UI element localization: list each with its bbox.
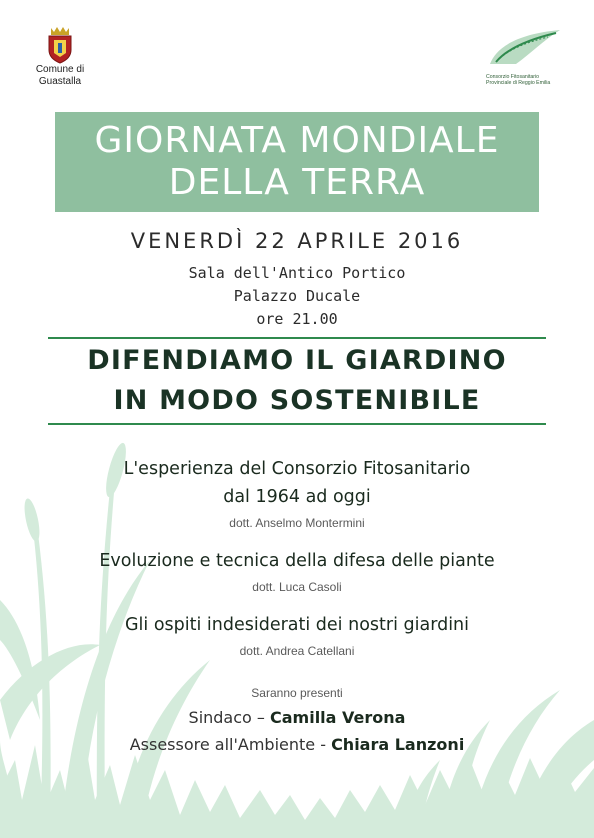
headline-line1: DIFENDIAMO IL GIARDINO — [87, 345, 507, 376]
headline-rule-top — [48, 337, 546, 339]
talk-2-title: Evoluzione e tecnica della difesa delle piante — [99, 551, 495, 571]
event-title-line2: DELLA TERRA — [168, 162, 426, 203]
event-time: ore 21.00 — [256, 310, 338, 328]
guest-1-name: Camilla Verona — [270, 708, 406, 727]
guest-1-role: Sindaco – — [188, 708, 265, 727]
consorzio-name-line2: Provinciale di Reggio Emilia — [486, 80, 551, 86]
comune-name-line2: Guastalla — [38, 76, 82, 87]
talk-1-speaker: dott. Anselmo Montermini — [229, 516, 365, 530]
event-venue: Sala dell'Antico Portico — [188, 264, 406, 282]
guest-2-name: Chiara Lanzoni — [331, 735, 465, 754]
leaf-logo-icon — [486, 28, 562, 68]
talk-3-speaker: dott. Andrea Catellani — [239, 644, 355, 658]
talk-3-title: Gli ospiti indesiderati dei nostri giardini — [124, 615, 470, 635]
guest-2 — [0, 735, 594, 754]
talk-2-speaker: dott. Luca Casoli — [252, 580, 342, 594]
event-title-line1: GIORNATA MONDIALE — [94, 120, 500, 161]
city-crest-icon — [45, 26, 75, 64]
consorzio-name-line1: Consorzio Fitosanitario — [486, 74, 540, 80]
event-title-banner — [55, 112, 539, 212]
headline-line2: IN MODO SOSTENIBILE — [113, 385, 481, 416]
talk-1-title-line1: L'esperienza del Consorzio Fitosanitario — [123, 459, 471, 479]
headline-rule-bottom — [48, 423, 546, 425]
comune-logo — [22, 26, 98, 88]
event-date: VENERDÌ 22 APRILE 2016 — [130, 229, 464, 253]
comune-name-line1: Comune di — [35, 64, 85, 75]
guests-intro: Saranno presenti — [251, 686, 343, 700]
talk-1-title-line2: dal 1964 ad oggi — [223, 487, 371, 507]
guest-1 — [0, 708, 594, 727]
event-building: Palazzo Ducale — [233, 287, 361, 305]
consorzio-logo — [486, 28, 568, 86]
guest-2-role: Assessore all'Ambiente - — [129, 735, 326, 754]
